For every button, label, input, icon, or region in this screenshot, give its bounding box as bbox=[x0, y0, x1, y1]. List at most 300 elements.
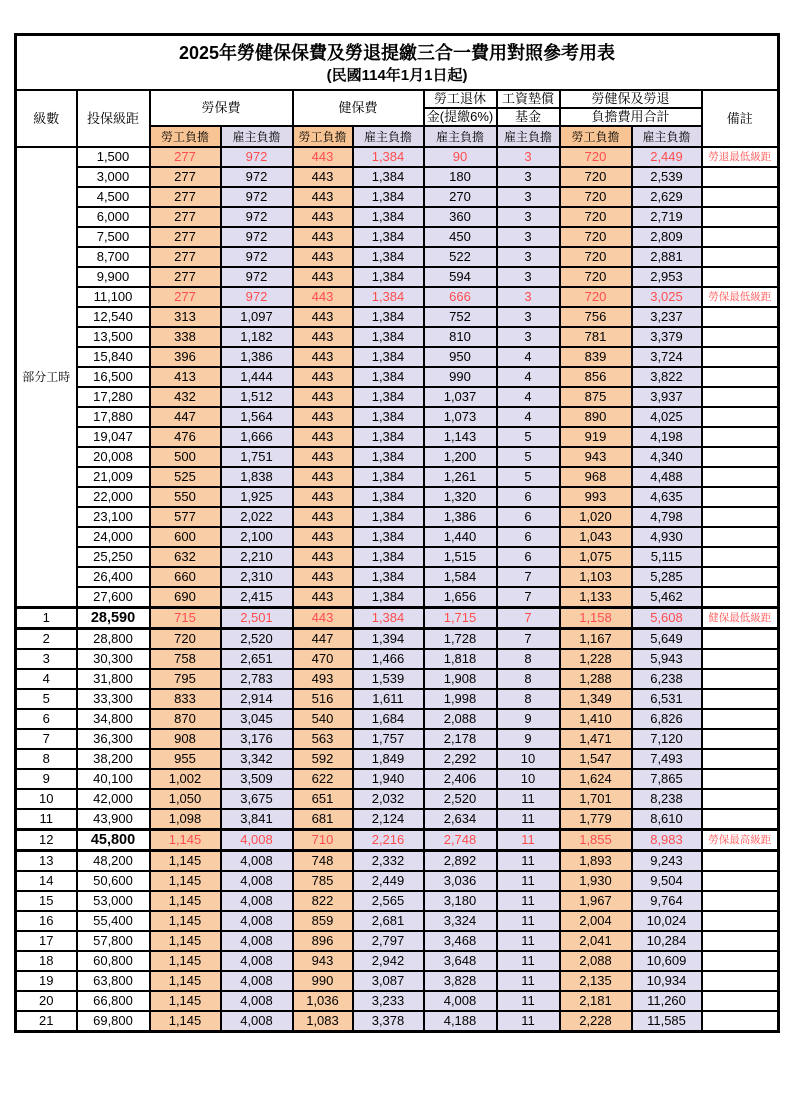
cell-labor-employer: 2,520 bbox=[221, 629, 293, 650]
cell-pension-employer: 2,088 bbox=[424, 709, 497, 729]
cell-pension-employer: 1,200 bbox=[424, 447, 497, 467]
cell-fund-employer: 5 bbox=[497, 447, 560, 467]
cell-pension-employer: 3,036 bbox=[424, 871, 497, 891]
cell-total-employer: 3,237 bbox=[632, 307, 702, 327]
cell-total-employer: 4,798 bbox=[632, 507, 702, 527]
cell-total-employee: 856 bbox=[560, 367, 632, 387]
cell-bracket: 60,800 bbox=[77, 951, 150, 971]
cell-total-employer: 3,937 bbox=[632, 387, 702, 407]
table-row bbox=[16, 307, 779, 327]
cell-fund-employer: 11 bbox=[497, 809, 560, 830]
cell-fund-employer: 3 bbox=[497, 247, 560, 267]
cell-total-employee: 720 bbox=[560, 167, 632, 187]
cell-total-employee: 1,967 bbox=[560, 891, 632, 911]
cell-labor-employer: 972 bbox=[221, 167, 293, 187]
cell-total-employee: 1,103 bbox=[560, 567, 632, 587]
title-row bbox=[16, 35, 779, 91]
cell-health-employee: 822 bbox=[293, 891, 353, 911]
cell-note bbox=[702, 347, 779, 367]
cell-total-employee: 720 bbox=[560, 147, 632, 167]
cell-health-employer: 1,384 bbox=[353, 307, 424, 327]
cell-bracket: 11,100 bbox=[77, 287, 150, 307]
cell-total-employee: 756 bbox=[560, 307, 632, 327]
table-row bbox=[16, 207, 779, 227]
subheader-health-employee: 勞工負擔 bbox=[293, 126, 353, 147]
cell-note bbox=[702, 789, 779, 809]
cell-fund-employer: 9 bbox=[497, 709, 560, 729]
cell-fund-employer: 5 bbox=[497, 467, 560, 487]
cell-bracket: 19,047 bbox=[77, 427, 150, 447]
cell-fund-employer: 11 bbox=[497, 951, 560, 971]
cell-health-employee: 443 bbox=[293, 608, 353, 629]
cell-level: 17 bbox=[16, 931, 77, 951]
cell-labor-employee: 1,145 bbox=[150, 851, 221, 872]
cell-total-employer: 8,238 bbox=[632, 789, 702, 809]
premium-comparison-table bbox=[14, 33, 780, 1033]
cell-fund-employer: 11 bbox=[497, 911, 560, 931]
cell-health-employer: 1,940 bbox=[353, 769, 424, 789]
cell-health-employee: 443 bbox=[293, 387, 353, 407]
cell-note bbox=[702, 587, 779, 608]
cell-fund-employer: 8 bbox=[497, 649, 560, 669]
cell-total-employer: 5,943 bbox=[632, 649, 702, 669]
cell-level: 6 bbox=[16, 709, 77, 729]
cell-total-employer: 11,260 bbox=[632, 991, 702, 1011]
cell-labor-employer: 2,914 bbox=[221, 689, 293, 709]
cell-health-employer: 2,942 bbox=[353, 951, 424, 971]
cell-level: 8 bbox=[16, 749, 77, 769]
cell-health-employer: 1,394 bbox=[353, 629, 424, 650]
cell-note: 勞退最低級距 bbox=[702, 147, 779, 167]
cell-health-employee: 710 bbox=[293, 830, 353, 851]
cell-note bbox=[702, 749, 779, 769]
cell-health-employer: 2,332 bbox=[353, 851, 424, 872]
cell-fund-employer: 5 bbox=[497, 427, 560, 447]
cell-fund-employer: 8 bbox=[497, 669, 560, 689]
cell-fund-employer: 3 bbox=[497, 287, 560, 307]
table-row bbox=[16, 689, 779, 709]
cell-total-employer: 5,285 bbox=[632, 567, 702, 587]
cell-note bbox=[702, 427, 779, 447]
cell-fund-employer: 3 bbox=[497, 327, 560, 347]
cell-health-employee: 443 bbox=[293, 527, 353, 547]
cell-pension-employer: 1,440 bbox=[424, 527, 497, 547]
cell-health-employer: 1,384 bbox=[353, 547, 424, 567]
cell-health-employee: 443 bbox=[293, 187, 353, 207]
cell-note bbox=[702, 367, 779, 387]
cell-bracket: 20,008 bbox=[77, 447, 150, 467]
cell-note bbox=[702, 809, 779, 830]
cell-labor-employer: 1,444 bbox=[221, 367, 293, 387]
cell-health-employee: 443 bbox=[293, 487, 353, 507]
cell-total-employee: 890 bbox=[560, 407, 632, 427]
table-row bbox=[16, 467, 779, 487]
cell-health-employer: 1,757 bbox=[353, 729, 424, 749]
cell-pension-employer: 752 bbox=[424, 307, 497, 327]
cell-bracket: 50,600 bbox=[77, 871, 150, 891]
cell-pension-employer: 270 bbox=[424, 187, 497, 207]
cell-health-employee: 1,083 bbox=[293, 1011, 353, 1032]
table-row bbox=[16, 427, 779, 447]
cell-labor-employee: 1,145 bbox=[150, 1011, 221, 1032]
cell-labor-employer: 1,097 bbox=[221, 307, 293, 327]
col-header-total-line2: 負擔費用合計 bbox=[560, 108, 702, 126]
cell-bracket: 16,500 bbox=[77, 367, 150, 387]
cell-fund-employer: 3 bbox=[497, 307, 560, 327]
cell-fund-employer: 3 bbox=[497, 207, 560, 227]
cell-health-employer: 1,384 bbox=[353, 227, 424, 247]
table-row bbox=[16, 669, 779, 689]
cell-fund-employer: 3 bbox=[497, 227, 560, 247]
table-row bbox=[16, 769, 779, 789]
cell-labor-employee: 1,145 bbox=[150, 951, 221, 971]
cell-pension-employer: 1,037 bbox=[424, 387, 497, 407]
cell-total-employer: 4,025 bbox=[632, 407, 702, 427]
cell-labor-employer: 3,675 bbox=[221, 789, 293, 809]
table-row bbox=[16, 187, 779, 207]
cell-labor-employer: 2,415 bbox=[221, 587, 293, 608]
cell-labor-employee: 432 bbox=[150, 387, 221, 407]
cell-fund-employer: 4 bbox=[497, 407, 560, 427]
cell-total-employer: 10,609 bbox=[632, 951, 702, 971]
cell-pension-employer: 3,828 bbox=[424, 971, 497, 991]
cell-fund-employer: 11 bbox=[497, 891, 560, 911]
cell-fund-employer: 11 bbox=[497, 871, 560, 891]
cell-level: 10 bbox=[16, 789, 77, 809]
cell-fund-employer: 4 bbox=[497, 347, 560, 367]
cell-bracket: 8,700 bbox=[77, 247, 150, 267]
col-header-health-insurance: 健保費 bbox=[293, 90, 424, 126]
cell-total-employee: 1,043 bbox=[560, 527, 632, 547]
cell-labor-employer: 1,925 bbox=[221, 487, 293, 507]
table-row bbox=[16, 267, 779, 287]
cell-level: 2 bbox=[16, 629, 77, 650]
cell-total-employee: 720 bbox=[560, 287, 632, 307]
cell-health-employer: 2,797 bbox=[353, 931, 424, 951]
cell-fund-employer: 3 bbox=[497, 267, 560, 287]
cell-labor-employer: 4,008 bbox=[221, 871, 293, 891]
cell-fund-employer: 11 bbox=[497, 971, 560, 991]
cell-labor-employee: 277 bbox=[150, 187, 221, 207]
table-row bbox=[16, 951, 779, 971]
cell-fund-employer: 6 bbox=[497, 527, 560, 547]
cell-total-employer: 8,610 bbox=[632, 809, 702, 830]
cell-pension-employer: 1,656 bbox=[424, 587, 497, 608]
cell-labor-employer: 4,008 bbox=[221, 851, 293, 872]
cell-health-employee: 443 bbox=[293, 587, 353, 608]
cell-note bbox=[702, 467, 779, 487]
cell-health-employer: 1,384 bbox=[353, 147, 424, 167]
cell-health-employer: 2,032 bbox=[353, 789, 424, 809]
cell-pension-employer: 1,908 bbox=[424, 669, 497, 689]
cell-level: 19 bbox=[16, 971, 77, 991]
cell-note bbox=[702, 527, 779, 547]
cell-health-employer: 1,384 bbox=[353, 527, 424, 547]
cell-total-employee: 943 bbox=[560, 447, 632, 467]
cell-pension-employer: 810 bbox=[424, 327, 497, 347]
cell-labor-employer: 3,509 bbox=[221, 769, 293, 789]
cell-fund-employer: 10 bbox=[497, 769, 560, 789]
cell-bracket: 36,300 bbox=[77, 729, 150, 749]
cell-level: 16 bbox=[16, 911, 77, 931]
cell-total-employee: 1,075 bbox=[560, 547, 632, 567]
cell-note bbox=[702, 267, 779, 287]
cell-health-employer: 1,384 bbox=[353, 507, 424, 527]
cell-fund-employer: 7 bbox=[497, 567, 560, 587]
cell-health-employee: 622 bbox=[293, 769, 353, 789]
cell-health-employer: 1,684 bbox=[353, 709, 424, 729]
table-row bbox=[16, 851, 779, 872]
cell-bracket: 31,800 bbox=[77, 669, 150, 689]
cell-health-employer: 1,384 bbox=[353, 167, 424, 187]
cell-labor-employee: 277 bbox=[150, 247, 221, 267]
subheader-labor-employer: 雇主負擔 bbox=[221, 126, 293, 147]
cell-note bbox=[702, 307, 779, 327]
cell-pension-employer: 2,520 bbox=[424, 789, 497, 809]
cell-health-employee: 443 bbox=[293, 287, 353, 307]
cell-labor-employee: 525 bbox=[150, 467, 221, 487]
cell-total-employee: 1,471 bbox=[560, 729, 632, 749]
cell-pension-employer: 2,634 bbox=[424, 809, 497, 830]
cell-bracket: 40,100 bbox=[77, 769, 150, 789]
cell-health-employee: 493 bbox=[293, 669, 353, 689]
cell-health-employee: 563 bbox=[293, 729, 353, 749]
cell-labor-employee: 277 bbox=[150, 287, 221, 307]
cell-labor-employee: 338 bbox=[150, 327, 221, 347]
cell-bracket: 7,500 bbox=[77, 227, 150, 247]
cell-total-employer: 3,025 bbox=[632, 287, 702, 307]
cell-note: 健保最低級距 bbox=[702, 608, 779, 629]
cell-health-employee: 443 bbox=[293, 167, 353, 187]
cell-level: 12 bbox=[16, 830, 77, 851]
table-row bbox=[16, 487, 779, 507]
cell-health-employer: 2,681 bbox=[353, 911, 424, 931]
cell-bracket: 4,500 bbox=[77, 187, 150, 207]
cell-note bbox=[702, 911, 779, 931]
cell-note bbox=[702, 507, 779, 527]
cell-pension-employer: 2,748 bbox=[424, 830, 497, 851]
cell-labor-employer: 1,386 bbox=[221, 347, 293, 367]
cell-labor-employer: 3,045 bbox=[221, 709, 293, 729]
cell-bracket: 25,250 bbox=[77, 547, 150, 567]
cell-total-employer: 7,493 bbox=[632, 749, 702, 769]
cell-total-employer: 9,764 bbox=[632, 891, 702, 911]
col-header-total-line1: 勞健保及勞退 bbox=[560, 90, 702, 108]
table-row bbox=[16, 367, 779, 387]
cell-health-employee: 785 bbox=[293, 871, 353, 891]
cell-total-employee: 2,228 bbox=[560, 1011, 632, 1032]
cell-total-employer: 6,238 bbox=[632, 669, 702, 689]
cell-total-employee: 781 bbox=[560, 327, 632, 347]
cell-labor-employer: 1,512 bbox=[221, 387, 293, 407]
cell-health-employee: 748 bbox=[293, 851, 353, 872]
cell-fund-employer: 3 bbox=[497, 147, 560, 167]
table-row bbox=[16, 608, 779, 629]
cell-labor-employer: 4,008 bbox=[221, 991, 293, 1011]
cell-note bbox=[702, 991, 779, 1011]
cell-health-employer: 1,384 bbox=[353, 247, 424, 267]
header-row-groups-1 bbox=[16, 90, 779, 108]
cell-bracket: 57,800 bbox=[77, 931, 150, 951]
table-row bbox=[16, 347, 779, 367]
cell-pension-employer: 4,188 bbox=[424, 1011, 497, 1032]
cell-labor-employer: 2,022 bbox=[221, 507, 293, 527]
cell-health-employee: 443 bbox=[293, 147, 353, 167]
cell-health-employer: 1,384 bbox=[353, 427, 424, 447]
cell-note bbox=[702, 769, 779, 789]
cell-bracket: 3,000 bbox=[77, 167, 150, 187]
cell-pension-employer: 3,180 bbox=[424, 891, 497, 911]
cell-bracket: 23,100 bbox=[77, 507, 150, 527]
cell-fund-employer: 11 bbox=[497, 789, 560, 809]
table-row bbox=[16, 287, 779, 307]
cell-fund-employer: 6 bbox=[497, 487, 560, 507]
cell-note bbox=[702, 971, 779, 991]
cell-health-employee: 447 bbox=[293, 629, 353, 650]
cell-bracket: 21,009 bbox=[77, 467, 150, 487]
cell-pension-employer: 90 bbox=[424, 147, 497, 167]
cell-health-employee: 443 bbox=[293, 367, 353, 387]
table-row bbox=[16, 871, 779, 891]
cell-pension-employer: 360 bbox=[424, 207, 497, 227]
cell-note bbox=[702, 227, 779, 247]
cell-labor-employee: 313 bbox=[150, 307, 221, 327]
cell-bracket: 55,400 bbox=[77, 911, 150, 931]
cell-note bbox=[702, 167, 779, 187]
cell-health-employer: 2,565 bbox=[353, 891, 424, 911]
table-row bbox=[16, 629, 779, 650]
cell-pension-employer: 1,073 bbox=[424, 407, 497, 427]
cell-labor-employee: 550 bbox=[150, 487, 221, 507]
cell-labor-employee: 955 bbox=[150, 749, 221, 769]
cell-labor-employee: 500 bbox=[150, 447, 221, 467]
cell-labor-employee: 715 bbox=[150, 608, 221, 629]
table-row bbox=[16, 327, 779, 347]
cell-health-employer: 1,384 bbox=[353, 467, 424, 487]
cell-bracket: 66,800 bbox=[77, 991, 150, 1011]
cell-total-employer: 2,719 bbox=[632, 207, 702, 227]
cell-total-employer: 4,930 bbox=[632, 527, 702, 547]
cell-level: 9 bbox=[16, 769, 77, 789]
cell-total-employee: 1,547 bbox=[560, 749, 632, 769]
cell-total-employer: 2,629 bbox=[632, 187, 702, 207]
cell-bracket: 12,540 bbox=[77, 307, 150, 327]
cell-labor-employee: 1,145 bbox=[150, 931, 221, 951]
cell-note bbox=[702, 327, 779, 347]
cell-note bbox=[702, 951, 779, 971]
cell-health-employee: 443 bbox=[293, 467, 353, 487]
cell-health-employer: 1,384 bbox=[353, 487, 424, 507]
cell-bracket: 45,800 bbox=[77, 830, 150, 851]
cell-level: 15 bbox=[16, 891, 77, 911]
table-row bbox=[16, 247, 779, 267]
cell-labor-employer: 1,666 bbox=[221, 427, 293, 447]
cell-labor-employee: 1,145 bbox=[150, 911, 221, 931]
cell-total-employee: 839 bbox=[560, 347, 632, 367]
cell-total-employee: 720 bbox=[560, 247, 632, 267]
cell-health-employee: 443 bbox=[293, 407, 353, 427]
cell-total-employer: 2,449 bbox=[632, 147, 702, 167]
cell-labor-employer: 2,501 bbox=[221, 608, 293, 629]
cell-pension-employer: 3,468 bbox=[424, 931, 497, 951]
cell-pension-employer: 2,406 bbox=[424, 769, 497, 789]
cell-total-employee: 2,041 bbox=[560, 931, 632, 951]
cell-labor-employer: 1,182 bbox=[221, 327, 293, 347]
cell-labor-employee: 870 bbox=[150, 709, 221, 729]
cell-total-employer: 2,953 bbox=[632, 267, 702, 287]
cell-fund-employer: 7 bbox=[497, 629, 560, 650]
cell-labor-employer: 2,310 bbox=[221, 567, 293, 587]
cell-note bbox=[702, 567, 779, 587]
cell-health-employee: 443 bbox=[293, 427, 353, 447]
cell-total-employee: 1,930 bbox=[560, 871, 632, 891]
cell-health-employee: 943 bbox=[293, 951, 353, 971]
cell-note bbox=[702, 629, 779, 650]
cell-labor-employer: 1,838 bbox=[221, 467, 293, 487]
cell-pension-employer: 1,515 bbox=[424, 547, 497, 567]
cell-pension-employer: 1,728 bbox=[424, 629, 497, 650]
cell-labor-employer: 4,008 bbox=[221, 911, 293, 931]
cell-health-employer: 1,611 bbox=[353, 689, 424, 709]
cell-total-employer: 4,340 bbox=[632, 447, 702, 467]
col-header-pension-line1: 勞工退休 bbox=[424, 90, 497, 108]
cell-bracket: 43,900 bbox=[77, 809, 150, 830]
cell-labor-employer: 2,651 bbox=[221, 649, 293, 669]
cell-health-employer: 3,087 bbox=[353, 971, 424, 991]
table-row bbox=[16, 407, 779, 427]
cell-fund-employer: 6 bbox=[497, 507, 560, 527]
table-row bbox=[16, 507, 779, 527]
cell-labor-employer: 4,008 bbox=[221, 891, 293, 911]
cell-bracket: 17,280 bbox=[77, 387, 150, 407]
cell-fund-employer: 4 bbox=[497, 387, 560, 407]
cell-total-employee: 993 bbox=[560, 487, 632, 507]
cell-pension-employer: 1,261 bbox=[424, 467, 497, 487]
cell-health-employee: 443 bbox=[293, 507, 353, 527]
cell-pension-employer: 2,178 bbox=[424, 729, 497, 749]
cell-fund-employer: 9 bbox=[497, 729, 560, 749]
cell-bracket: 69,800 bbox=[77, 1011, 150, 1032]
cell-labor-employer: 1,751 bbox=[221, 447, 293, 467]
table-body bbox=[16, 147, 779, 1032]
cell-total-employer: 10,934 bbox=[632, 971, 702, 991]
table-row bbox=[16, 547, 779, 567]
table-row bbox=[16, 891, 779, 911]
cell-note bbox=[702, 689, 779, 709]
table-row bbox=[16, 649, 779, 669]
cell-labor-employee: 660 bbox=[150, 567, 221, 587]
cell-note bbox=[702, 447, 779, 467]
cell-pension-employer: 2,292 bbox=[424, 749, 497, 769]
cell-health-employer: 1,384 bbox=[353, 387, 424, 407]
cell-fund-employer: 11 bbox=[497, 931, 560, 951]
cell-total-employer: 3,822 bbox=[632, 367, 702, 387]
table-row bbox=[16, 227, 779, 247]
title-cell bbox=[16, 35, 779, 91]
cell-note bbox=[702, 669, 779, 689]
cell-health-employee: 896 bbox=[293, 931, 353, 951]
level-group-cell: 部分工時 bbox=[16, 147, 77, 608]
cell-labor-employee: 277 bbox=[150, 227, 221, 247]
cell-labor-employer: 4,008 bbox=[221, 951, 293, 971]
cell-note bbox=[702, 187, 779, 207]
cell-labor-employee: 413 bbox=[150, 367, 221, 387]
cell-bracket: 28,590 bbox=[77, 608, 150, 629]
cell-total-employee: 1,855 bbox=[560, 830, 632, 851]
cell-fund-employer: 11 bbox=[497, 851, 560, 872]
cell-labor-employee: 277 bbox=[150, 167, 221, 187]
cell-labor-employer: 2,783 bbox=[221, 669, 293, 689]
